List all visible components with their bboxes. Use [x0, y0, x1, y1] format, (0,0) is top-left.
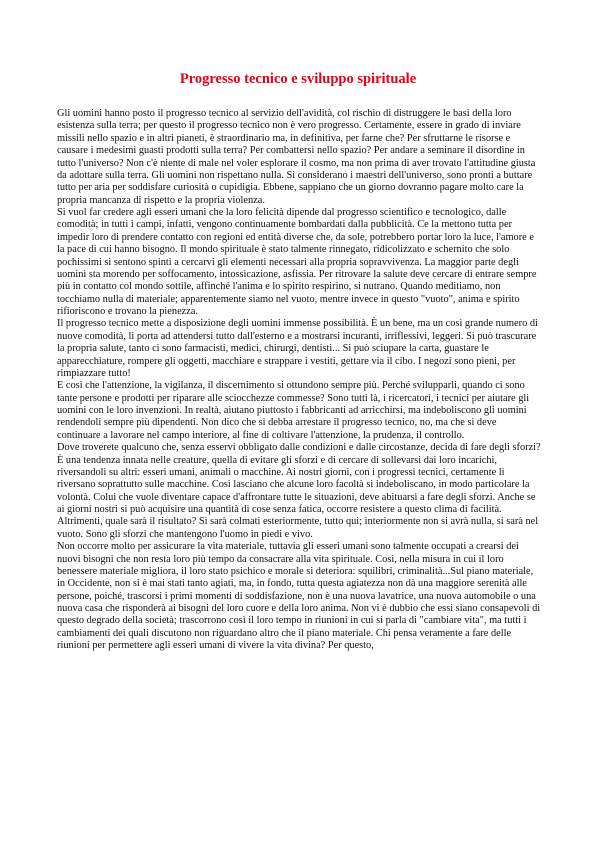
paragraph: Si vuol far credere agli esseri umani che la loro felicità dipende dal progresso scientifico e tecnologico, dalle comodità; in tutti i campi, infatti, vengono continuamente bombardati dalla pubblicità. Ce la mettono tutta per impedir loro di prendere contatto con regioni ed entità diverse che, da sole, potrebbero portar loro la luce, l'amore e la pace di cui hanno bisogno. Il mondo spirituale è stato talmente rinnegato, ridicolizzato e schernito che solo pochissimi si sentono spinti a cercarvi gli elementi necessari alla propria sopravvivenza. La maggior parte degli uomini sta morendo per soffocamento, intossicazione, asfissia. Per ritrovare la salute deve cercare di entrare sempre più in contatto col mondo sottile, affinché l'anima e lo spirito respirino, si nutrano. Quando meditiamo, non tocchiamo nulla di materiale; apparentemente siamo nel vuoto, mentre invece in questo "vuoto", anima e spirito rifioriscono e trovano la pienezza. [57, 207, 537, 317]
paragraph: Gli uomini hanno posto il progresso tecnico al servizio dell'avidità, col rischio di distruggere le basi della loro esistenza sulla terra; per questo il progresso tecnico non è vero progresso. Certamente, essere in grado di inviare missili nello spazio e in altri pianeti, è straordinario ma, in definitiva, per farne che? Per sfruttarne le risorse e causare i medesimi guasti prodotti sulla terra? Per combattersi nello spazio? Per andare a seminare il disordine in tutto l'universo? Non c'è niente di male nel voler esplorare il cosmo, ma non prima di aver trovato l'attitudine giusta da adottare sulla terra. Gli uomini non rispettano nulla. Si considerano i maestri dell'universo, sono pronti a buttare tutto per aria per soddisfare curiosità o cupidigia. Ebbene, sappiano che un giorno dovranno pagare molto care la propria mancanza di rispetto e la propria violenza. [57, 108, 536, 206]
document-body [57, 108, 541, 653]
paragraph: Dove troverete qualcuno che, senza esservi obbligato dalle condizioni e dalle circostanze, decida di fare degli sforzi? È una tendenza innata nelle creature, quella di evitare gli sforzi e di cercare di sollevarsi dai loro incarichi, riversandoli su altri: esseri umani, animali o macchine. Ai nostri giorni, con i progressi tecnici, certamente li riversano soprattutto sulle macchine. Così lasciano che alcune loro facoltà si indeboliscano, in modo particolare la volontà. Colui che vuole diventare capace d'affrontare tutte le situazioni, deve abituarsi a fare degli sforzi. Anche se ai giorni nostri si può acquisire una quantità di cose senza fatica, occorre resistere a questo clima di facilità. Altrimenti, quale sarà il risultato? Si sarà colmati esteriormente, tutto qui; interiormente non si avrà nulla, si sarà nel vuoto. Sono gli sforzi che mantengono l'uomo in piedi e vivo. [57, 442, 541, 540]
paragraph: Il progresso tecnico mette a disposizione degli uomini immense possibilità. È un bene, ma un così grande numero di nuove comodità, li porta ad attendersi tutto dall'esterno e a mostrarsi incuranti, irriflessivi, leggeri. Si può trascurare la propria salute, tanto ci sono farmacisti, medici, chirurgi, dentisti... Si può sciupare la carta, guastare le apparecchiature, rompere gli oggetti, macchiare e strappare i vestiti, gettare via il cibo. I negozi sono pieni, per rimpiazzare tutto! [57, 318, 538, 379]
paragraph: Non occorre molto per assicurare la vita materiale, tuttavia gli esseri umani sono talmente occupati a crearsi dei nuovi bisogni che non resta loro più tempo da consacrare alla vita spirituale. Così, nella misura in cui il loro benessere materiale migliora, il loro stato psichico e morale si deteriora: squilibri, criminalità...Sul piano materiale, in Occidente, non si è mai stati tanto agiati, ma, in fondo, tutta questa agiatezza non dà una maggiore serenità alle persone, poiché, trascorsi i primi momenti di soddisfazione, non è una nuova lavatrice, una nuova automobile o una nuova casa che risponderà ai bisogni del loro cuore e della loro anima. Non vi è dubbio che essi siano consapevoli di questo degrado della società; trascorrono così il loro tempo in riunioni in cui si parla di "cambiare vita", ma tutti i cambiamenti dei quali discutono non riguardano altro che il piano materiale. Chi pensa veramente a fare delle riunioni per permettere agli esseri umani di vivere la vita divina? Per questo, [57, 541, 541, 652]
paragraph: E così che l'attenzione, la vigilanza, il discernimento si ottundono sempre più. Perché svilupparli, quando ci sono tante persone e prodotti per riparare alle sciocchezze commesse? Sono tutti là, i ricercatori, i tecnici per aiutare gli uomini con le loro invenzioni. In realtà, aiutano piuttosto i fabbricanti ad arricchirsi, ma indeboliscono gli uomini rendendoli sempre più dipendenti. Non dico che si debba arrestare il progresso tecnico, no, ma che si deve continuare a lavorare nel campo interiore, al fine di coltivare l'attenzione, la prudenza, il controllo. [57, 380, 530, 441]
document-title: Progresso tecnico e sviluppo spirituale [179, 71, 417, 87]
